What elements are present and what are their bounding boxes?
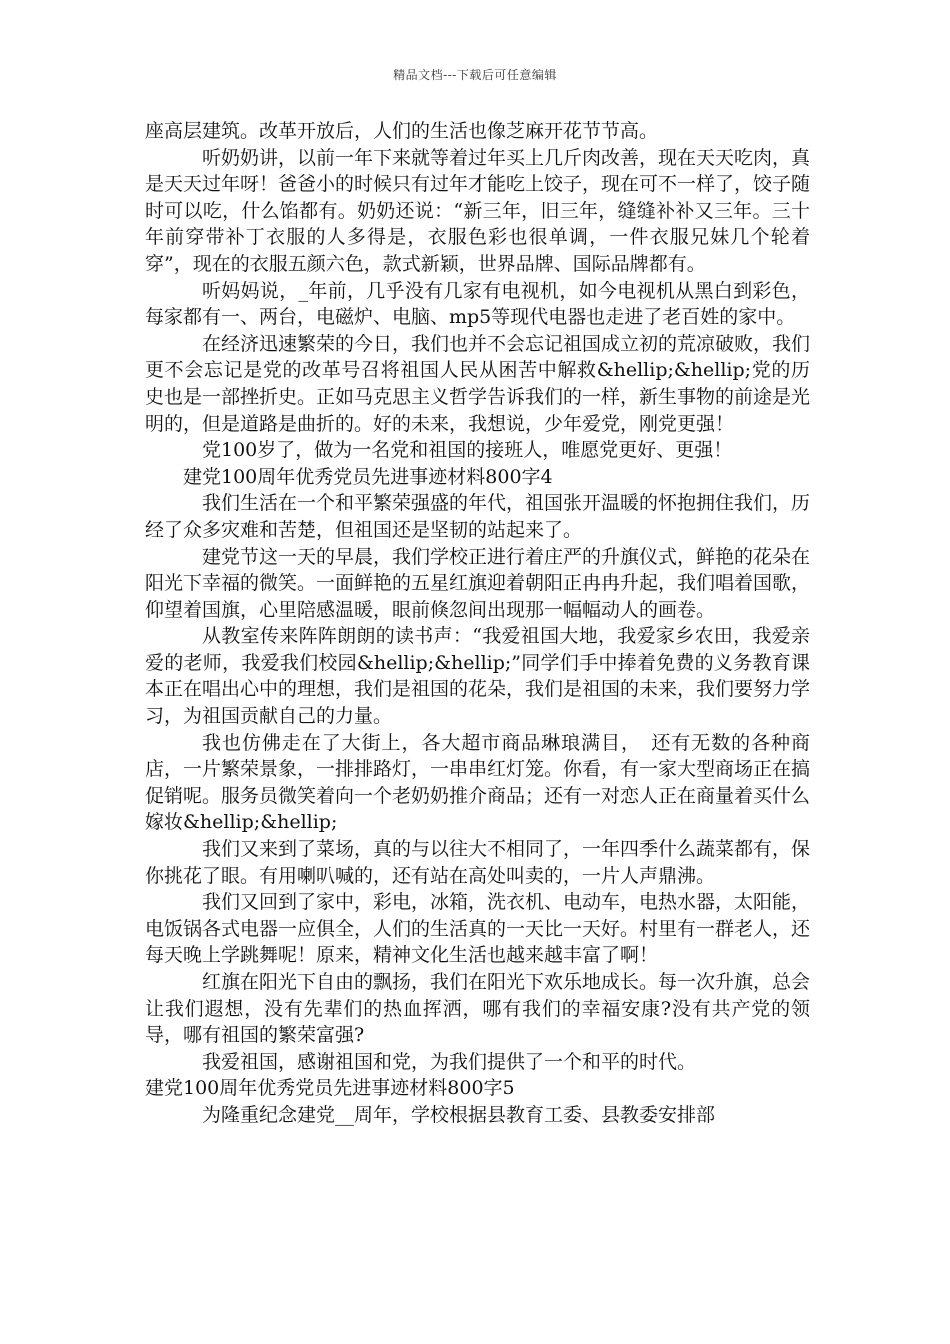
paragraph: 我爱祖国，感谢祖国和党，为我们提供了一个和平的时代。 (202, 1050, 697, 1073)
paragraph: 听奶奶讲，以前一年下来就等着过年买上几斤肉改善，现在天天吃肉，真是天天过年呀！爸爸小的时候只有过年才能吃上饺子，现在可不一样了，饺子随时可以吃，什么馅都有。奶奶还说：“新三年，旧三年，缝缝补补又三年。三十年前穿带补丁衣服的人多得是，衣服色彩也很单调，一件衣服兄妹几个轮着穿”，现在的衣服五颜六色，款式新颖，世界品牌、国际品牌都有。 (145, 146, 811, 275)
document-body (145, 118, 810, 1129)
paragraph: 建党节这一天的早晨，我们学校正进行着庄严的升旗仪式，鲜艳的花朵在阳光下幸福的微笑。一面鲜艳的五星红旗迎着朝阳正冉冉升起，我们唱着国歌，仰望着国旗，心里陪感温暖，眼前倏忽间出现那一幅幅动人的画卷。 (145, 545, 811, 621)
paragraph: 我们又回到了家中，彩电，冰箱，洗衣机、电动车，电热水器，太阳能，电饭锅各式电器一应俱全，人们的生活真的一天比一天好。村里有一群老人，还每天晚上学跳舞呢！原来，精神文化生活也越来越丰富了啊！ (145, 891, 811, 967)
paragraph: 党100岁了，做为一名党和祖国的接班人，唯愿党更好、更强！ (202, 439, 733, 462)
page-header: 精品文档---下载后可任意编辑 (393, 68, 557, 82)
paragraph: 我也仿佛走在了大街上，各大超市商品琳琅满目， 还有无数的各种商店，一片繁荣景象，一排排路灯，一串串红灯笼。你看，有一家大型商场正在搞促销呢。服务员微笑着向一个老奶奶推介商品；还有一对恋人正在商量着买什么嫁妆&hellip;&hellip; (145, 731, 811, 834)
section-heading: 建党100周年优秀党员先进事迹材料800字4 (183, 465, 553, 488)
paragraph: 红旗在阳光下自由的飘扬，我们在阳光下欢乐地成长。每一次升旗，总会让我们遐想，没有先辈们的热血挥洒，哪有我们的幸福安康?没有共产党的领导，哪有祖国的繁荣富强? (145, 971, 811, 1047)
paragraph: 我们又来到了菜场，真的与以往大不相同了，一年四季什么蔬菜都有，保你挑花了眼。有用喇叭喊的，还有站在高处叫卖的，一片人声鼎沸。 (145, 838, 811, 887)
paragraph: 座高层建筑。改革开放后，人们的生活也像芝麻开花节节高。 (145, 120, 659, 142)
section-heading: 建党100周年优秀党员先进事迹材料800字5 (145, 1077, 515, 1100)
paragraph: 我们生活在一个和平繁荣强盛的年代，祖国张开温暖的怀抱拥住我们，历经了众多灾难和苦楚，但祖国还是坚韧的站起来了。 (145, 492, 811, 541)
paragraph: 为隆重纪念建党__周年，学校根据县教育工委、县教委安排部 (202, 1103, 716, 1126)
paragraph: 听妈妈说，_年前，几乎没有几家有电视机，如今电视机从黑白到彩色，每家都有一、两台，电磁炉、电脑、mp5等现代电器也走进了老百姓的家中。 (145, 279, 810, 329)
paragraph: 从教室传来阵阵朗朗的读书声：“我爱祖国大地，我爱家乡农田，我爱亲爱的老师，我爱我们校园&hellip;&hellip;”同学们手中捧着免费的义务教育课本正在唱出心中的理想，我们是祖国的花朵，我们是祖国的未来，我们要努力学习，为祖国贡献自己的力量。 (145, 625, 811, 728)
paragraph: 在经济迅速繁荣的今日，我们也并不会忘记祖国成立初的荒凉破败，我们更不会忘记是党的改革号召将祖国人民从困苦中解救&hellip;&hellip;党的历史也是一部挫折史。正如马克思主义哲学告诉我们的一样，新生事物的前途是光明的，但是道路是曲折的。好的未来，我想说，少年爱党，刚党更强！ (145, 332, 811, 435)
